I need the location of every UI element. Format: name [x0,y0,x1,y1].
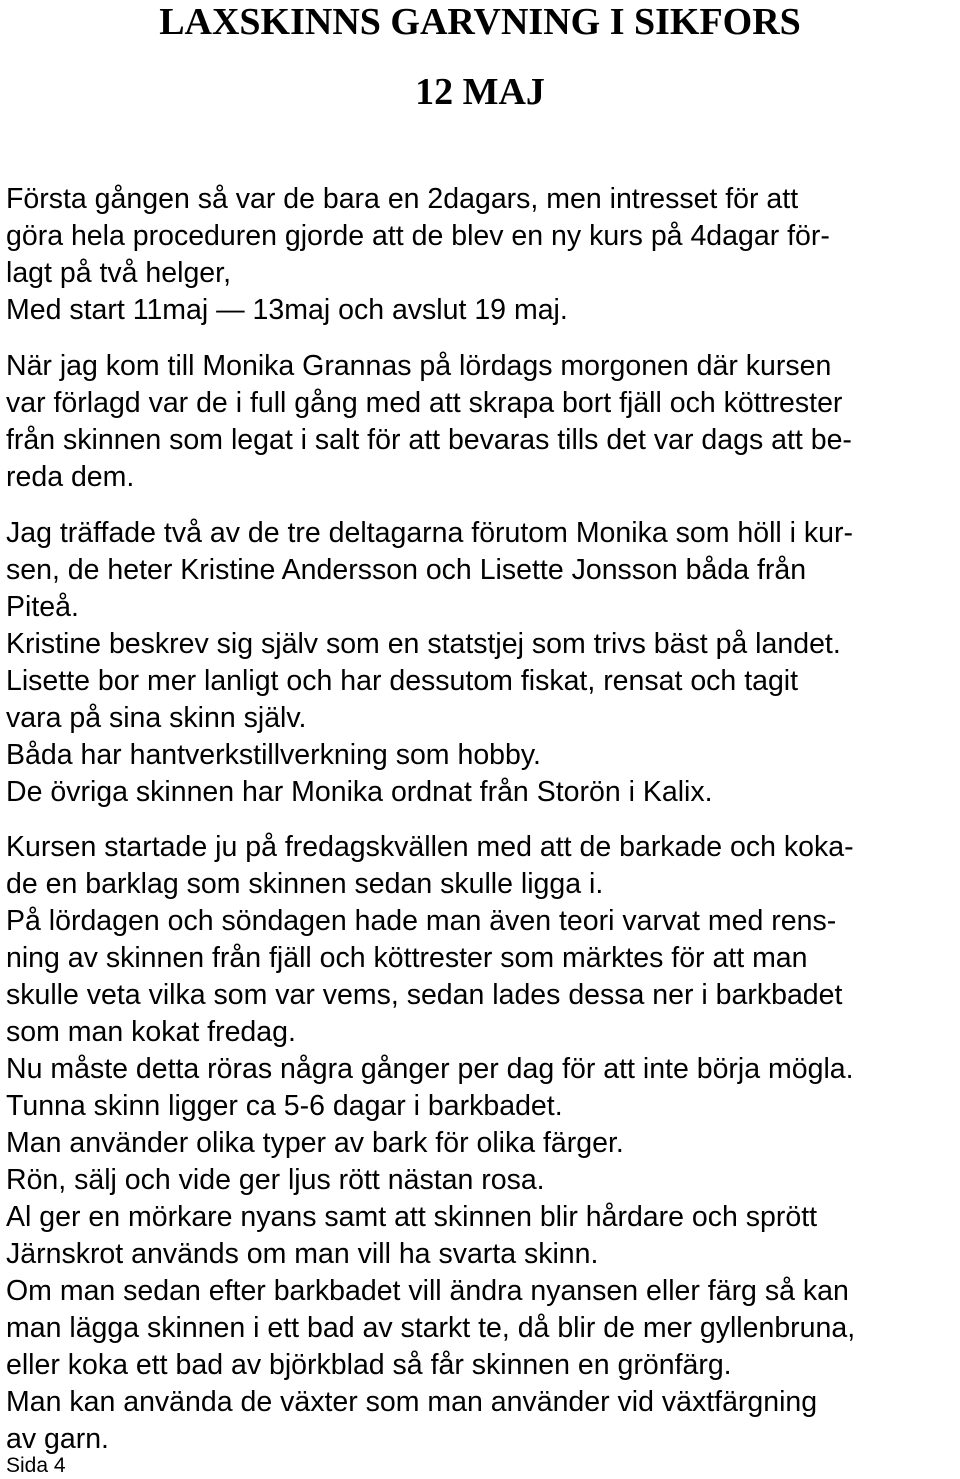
text-line: vara på sina skinn själv. [6,702,307,734]
text-line: Lisette bor mer lanligt och har dessutom fiskat, rensat och tagit [6,665,799,697]
text-line: göra hela proceduren gjorde att de blev en ny kurs på 4dagar för- [6,220,830,252]
text-line: Jag träffade två av de tre deltagarna förutom Monika som höll i kur- [6,517,853,549]
page-number: Sida 4 [6,1454,66,1477]
text-line: Man använder olika typer av bark för olika färger. [6,1127,624,1159]
document-title: LAXSKINNS GARVNING I SIKFORS [159,1,801,43]
text-line: reda dem. [6,461,135,493]
text-line: Piteå. [6,591,79,623]
text-line: Man kan använda de växter som man använder vid växtfärgning [6,1386,818,1418]
text-line: Al ger en mörkare nyans samt att skinnen blir hårdare och sprött [6,1201,818,1233]
text-line: Kursen startade ju på fredagskvällen med att de barkade och koka- [6,831,854,863]
text-line: lagt på två helger, [6,257,231,289]
text-line: Järnskrot används om man vill ha svarta skinn. [6,1238,599,1270]
text-line: Rön, sälj och vide ger ljus rött nästan rosa. [6,1164,545,1196]
text-line: Kristine beskrev sig själv som en statstjej som trivs bäst på landet. [6,628,841,660]
text-line: man lägga skinnen i ett bad av starkt te, då blir de mer gyllenbruna, [6,1312,856,1344]
text-line: var förlagd var de i full gång med att skrapa bort fjäll och köttrester [6,387,843,419]
text-line: De övriga skinnen har Monika ordnat från Storön i Kalix. [6,776,713,808]
text-line: Båda har hantverkstillverkning som hobby. [6,739,541,771]
text-line: Första gången så var de bara en 2dagars, men intresset för att [6,183,799,215]
text-line: Med start 11maj — 13maj och avslut 19 maj. [6,294,568,326]
text-line: som man kokat fredag. [6,1016,296,1048]
document-date: 12 MAJ [415,71,545,113]
text-line: På lördagen och söndagen hade man även teori varvat med rens- [6,905,837,937]
text-line: de en barklag som skinnen sedan skulle ligga i. [6,868,604,900]
text-line: från skinnen som legat i salt för att bevaras tills det var dags att be- [6,424,852,456]
text-line: av garn. [6,1423,109,1455]
text-line: Tunna skinn ligger ca 5-6 dagar i barkbadet. [6,1090,563,1122]
text-line: skulle veta vilka som var vems, sedan lades dessa ner i barkbadet [6,979,843,1011]
text-line: eller koka ett bad av björkblad så får skinnen en grönfärg. [6,1349,732,1381]
text-line: När jag kom till Monika Grannas på lördags morgonen där kursen [6,350,832,382]
text-line: Nu måste detta röras några gånger per dag för att inte börja mögla. [6,1053,854,1085]
text-line: ning av skinnen från fjäll och köttrester som märktes för att man [6,942,808,974]
text-line: sen, de heter Kristine Andersson och Lisette Jonsson båda från [6,554,807,586]
text-line: Om man sedan efter barkbadet vill ändra nyansen eller färg så kan [6,1275,849,1307]
